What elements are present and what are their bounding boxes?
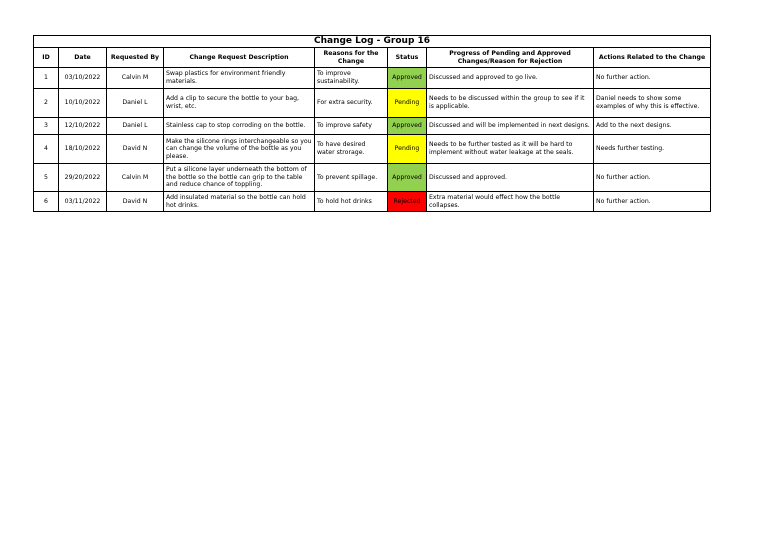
cell-description: Add insulated material so the bottle can hold hot drinks.: [164, 192, 315, 212]
cell-id: 5: [34, 164, 59, 192]
cell-requested-by: David N: [107, 135, 164, 164]
cell-requested-by: Daniel L: [107, 89, 164, 118]
header-description: Change Request Description: [164, 48, 315, 68]
cell-progress: Needs to be further tested as it will be hard to implement without water leakage at the seals.: [427, 135, 594, 164]
cell-date: 12/10/2022: [59, 118, 107, 135]
cell-actions: Needs further testing.: [594, 135, 711, 164]
cell-actions: Add to the next designs.: [594, 118, 711, 135]
cell-date: 03/11/2022: [59, 192, 107, 212]
cell-reasons: To prevent spillage.: [315, 164, 388, 192]
cell-status: Pending: [388, 89, 427, 118]
cell-requested-by: Calvin M: [107, 68, 164, 89]
cell-date: 03/10/2022: [59, 68, 107, 89]
cell-actions: No further action.: [594, 192, 711, 212]
cell-reasons: For extra security.: [315, 89, 388, 118]
cell-reasons: To improve safety: [315, 118, 388, 135]
header-requested-by: Requested By: [107, 48, 164, 68]
cell-progress: Needs to be discussed within the group to see if it is applicable.: [427, 89, 594, 118]
header-status: Status: [388, 48, 427, 68]
cell-id: 1: [34, 68, 59, 89]
header-reasons: Reasons for the Change: [315, 48, 388, 68]
table-row: [34, 89, 711, 118]
cell-progress: Extra material would effect how the bottle collapses.: [427, 192, 594, 212]
table-row: [34, 68, 711, 89]
cell-reasons: To have desired water strorage.: [315, 135, 388, 164]
cell-status: Approved: [388, 68, 427, 89]
cell-progress: Discussed and approved.: [427, 164, 594, 192]
cell-date: 18/10/2022: [59, 135, 107, 164]
cell-status: Pending: [388, 135, 427, 164]
header-progress: Progress of Pending and Approved Changes/Reason for Rejection: [427, 48, 594, 68]
cell-progress: Discussed and approved to go live.: [427, 68, 594, 89]
table-row: [34, 118, 711, 135]
table-row: [34, 135, 711, 164]
header-actions: Actions Related to the Change: [594, 48, 711, 68]
cell-description: Stainless cap to stop corroding on the bottle.: [164, 118, 315, 135]
cell-reasons: To hold hot drinks: [315, 192, 388, 212]
cell-status: Approved: [388, 118, 427, 135]
cell-progress: Discussed and will be implemented in next designs.: [427, 118, 594, 135]
table-title: Change Log - Group 16: [34, 36, 711, 48]
cell-status: Rejected: [388, 192, 427, 212]
header-date: Date: [59, 48, 107, 68]
cell-requested-by: Calvin M: [107, 164, 164, 192]
cell-id: 4: [34, 135, 59, 164]
cell-reasons: To improve sustainability.: [315, 68, 388, 89]
header-id: ID: [34, 48, 59, 68]
cell-id: 3: [34, 118, 59, 135]
cell-actions: Daniel needs to show some examples of why this is effective.: [594, 89, 711, 118]
cell-actions: No further action.: [594, 68, 711, 89]
cell-description: Swap plastics for environment friendly materials.: [164, 68, 315, 89]
table-row: [34, 164, 711, 192]
cell-status: Approved: [388, 164, 427, 192]
cell-date: 10/10/2022: [59, 89, 107, 118]
cell-id: 2: [34, 89, 59, 118]
change-log-table: [33, 35, 711, 212]
change-log-sheet: [33, 35, 710, 212]
cell-description: Make the silicone rings interchangeable so you can change the volume of the bottle as you please.: [164, 135, 315, 164]
cell-requested-by: David N: [107, 192, 164, 212]
cell-description: Add a clip to secure the bottle to your bag, wrist, etc.: [164, 89, 315, 118]
cell-date: 29/20/2022: [59, 164, 107, 192]
cell-requested-by: Daniel L: [107, 118, 164, 135]
header-row: [34, 48, 711, 68]
cell-description: Put a silicone layer underneath the bottom of the bottle so the bottle can grip to the table and reduce chance of toppling.: [164, 164, 315, 192]
table-row: [34, 192, 711, 212]
cell-id: 6: [34, 192, 59, 212]
cell-actions: No further action.: [594, 164, 711, 192]
